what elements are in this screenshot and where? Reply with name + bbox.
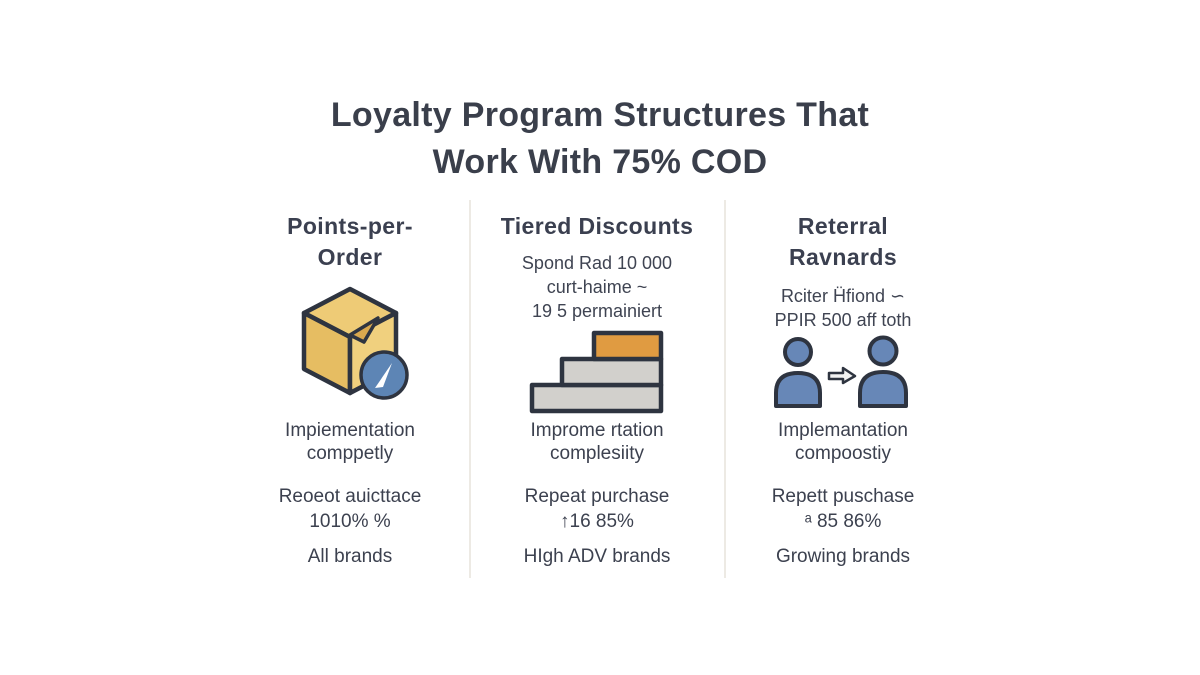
- repeat-label: Repeat purchase: [524, 486, 670, 507]
- complexity-text: [728, 419, 958, 465]
- column-subtitle: [728, 284, 958, 332]
- column-heading: [230, 211, 470, 273]
- repeat-purchase-text: [477, 484, 717, 534]
- complexity-line: complesiity: [550, 443, 644, 464]
- complexity-line: Impiementation: [285, 420, 415, 441]
- heading-line: Points-per-: [287, 213, 413, 239]
- subtitle-line: 19 5 permainiert: [531, 301, 663, 321]
- complexity-text: [230, 419, 470, 465]
- referral-people-svg: [767, 335, 919, 409]
- tiered-steps-svg: [527, 325, 667, 417]
- package-box-svg: [289, 283, 411, 401]
- subtitle-line: Spond Rad 10 000: [521, 253, 673, 273]
- column-tiered-discounts: [477, 205, 717, 585]
- package-box-with-arrow-badge-icon: [230, 283, 470, 401]
- page-title-line-2: Work With 75% COD: [432, 143, 768, 181]
- heading-line: Reterral: [797, 213, 889, 239]
- column-points-per-order: [230, 205, 470, 585]
- repeat-value: ↑16 85%: [560, 511, 634, 532]
- column-referral-rewards: [728, 205, 958, 585]
- complexity-line: Improme rtation: [530, 420, 664, 441]
- tiered-steps-icon: [477, 325, 717, 417]
- repeat-label: Reoeot auicttace: [278, 486, 422, 507]
- audience-label: All brands: [307, 546, 393, 567]
- audience-label: HIgh ADV brands: [523, 546, 671, 567]
- page-title-line-1: Loyalty Program Structures That: [330, 96, 870, 134]
- repeat-purchase-text: [230, 484, 470, 534]
- complexity-line: compoostiy: [794, 443, 892, 464]
- referral-people-arrow-icon: [728, 335, 958, 409]
- complexity-text: [477, 419, 717, 465]
- heading-line: Order: [317, 244, 383, 270]
- column-subtitle: [477, 251, 717, 323]
- complexity-line: comppetly: [306, 443, 394, 464]
- subtitle-line: PPIR 500 aff toth: [774, 310, 912, 330]
- subtitle-line: Rciter Ḧfiond ∽: [780, 286, 906, 306]
- complexity-line: Implemantation: [778, 420, 908, 441]
- page-title: [0, 92, 1200, 186]
- repeat-purchase-text: [728, 484, 958, 534]
- repeat-label: Repett puschase: [771, 486, 915, 507]
- repeat-value: ᵃ 85 86%: [804, 511, 882, 532]
- subtitle-line: curt-haime ~: [546, 277, 648, 297]
- heading-line: Ravnards: [788, 244, 898, 270]
- column-heading: [477, 211, 717, 242]
- heading-line: Tiered Discounts: [500, 213, 694, 239]
- repeat-value: 1010% %: [309, 511, 391, 532]
- audience-label: Growing brands: [775, 546, 911, 567]
- column-divider-2: [724, 200, 726, 578]
- column-heading: [728, 211, 958, 273]
